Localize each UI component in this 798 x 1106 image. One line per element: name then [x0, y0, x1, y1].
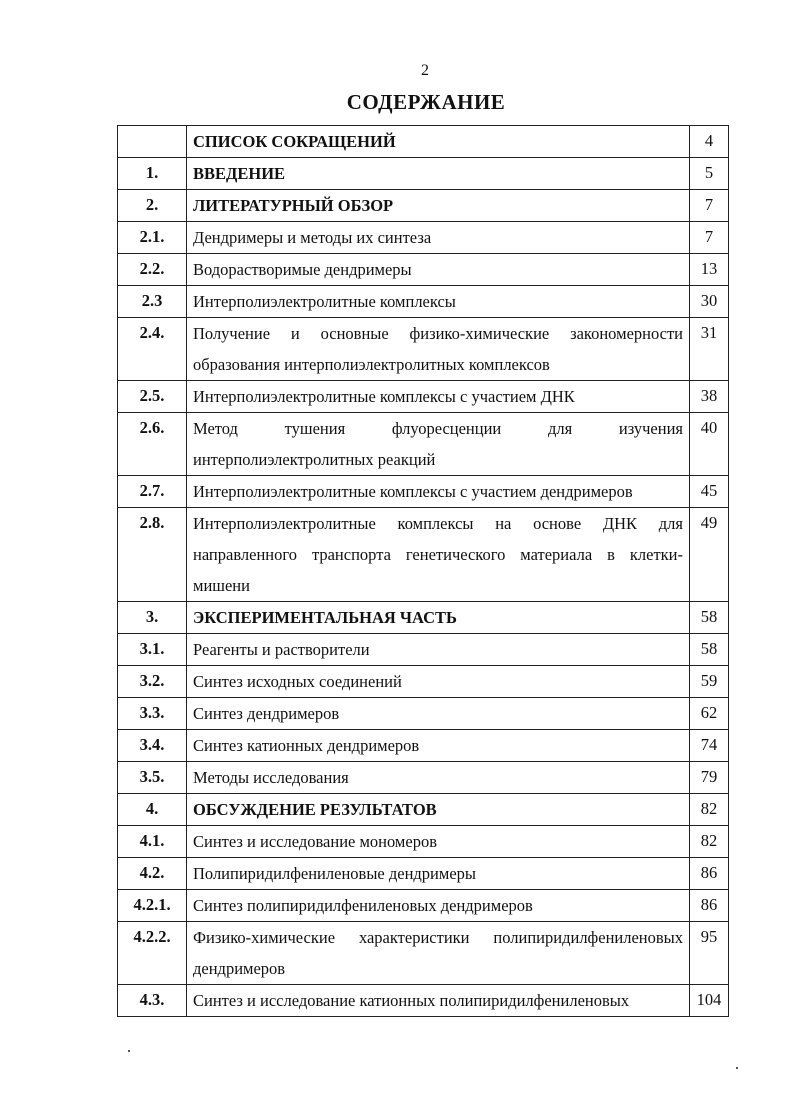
page-title: СОДЕРЖАНИЕ: [346, 90, 506, 114]
toc-row-number: 4.1.: [118, 826, 187, 858]
toc-row-number: 3.1.: [118, 634, 187, 666]
toc-row-page: 30: [690, 286, 729, 318]
toc-row-number: 2.5.: [118, 381, 187, 413]
toc-row-title: Интерполиэлектролитные комплексы: [187, 286, 690, 318]
toc-row-number: 2.7.: [118, 476, 187, 508]
scan-speck: [128, 1050, 130, 1052]
toc-row: [118, 508, 729, 602]
toc-row-title: Полипиридилфениленовые дендримеры: [187, 858, 690, 890]
toc-row-number: 2.2.: [118, 254, 187, 286]
toc-row-number: 2.3: [118, 286, 187, 318]
toc-row: [118, 413, 729, 476]
toc-row-number: 4.2.1.: [118, 890, 187, 922]
toc-row: [118, 922, 729, 985]
table-of-contents: [117, 125, 729, 1017]
toc-row: [118, 826, 729, 858]
toc-row-title: Синтез полипиридилфениленовых дендримеров: [187, 890, 690, 922]
toc-row: [118, 222, 729, 254]
toc-row-number: 3.: [118, 602, 187, 634]
toc-row-number: 3.3.: [118, 698, 187, 730]
toc-row-number: 3.5.: [118, 762, 187, 794]
toc-row-page: 86: [690, 890, 729, 922]
toc-row-page: 82: [690, 794, 729, 826]
toc-row-page: 104: [690, 985, 729, 1017]
toc-row-page: 59: [690, 666, 729, 698]
toc-row: [118, 794, 729, 826]
toc-row-title: Синтез дендримеров: [187, 698, 690, 730]
toc-row: [118, 762, 729, 794]
toc-row-title: Интерполиэлектролитные комплексы с участием дендримеров: [187, 476, 690, 508]
toc-row-title: ОБСУЖДЕНИЕ РЕЗУЛЬТАТОВ: [187, 794, 690, 826]
toc-row: [118, 476, 729, 508]
toc-row-page: 79: [690, 762, 729, 794]
toc-row-title: Интерполиэлектролитные комплексы на основе ДНК для направленного транспорта генетического материала в клетки-мишени: [187, 508, 690, 602]
toc-row-page: 7: [690, 222, 729, 254]
toc-row: [118, 698, 729, 730]
toc-row-page: 31: [690, 318, 729, 381]
toc-row-title: Метод тушения флуоресценции для изучения интерполиэлектролитных реакций: [187, 413, 690, 476]
toc-row-page: 86: [690, 858, 729, 890]
toc-row-page: 74: [690, 730, 729, 762]
toc-row: [118, 381, 729, 413]
toc-row-page: 38: [690, 381, 729, 413]
toc-row-page: 49: [690, 508, 729, 602]
toc-row-page: 45: [690, 476, 729, 508]
toc-row: [118, 890, 729, 922]
toc-row-title: Синтез исходных соединений: [187, 666, 690, 698]
toc-row-title: ЛИТЕРАТУРНЫЙ ОБЗОР: [187, 190, 690, 222]
toc-row-number: 3.2.: [118, 666, 187, 698]
toc-row-page: 7: [690, 190, 729, 222]
toc-row: [118, 254, 729, 286]
toc-row-title: СПИСОК СОКРАЩЕНИЙ: [187, 126, 690, 158]
toc-row: [118, 730, 729, 762]
toc-row: [118, 318, 729, 381]
toc-row-number: 2.1.: [118, 222, 187, 254]
toc-row-page: 58: [690, 602, 729, 634]
toc-row: [118, 858, 729, 890]
page-number: 2: [421, 62, 429, 79]
toc-row: [118, 666, 729, 698]
toc-row-page: 40: [690, 413, 729, 476]
toc-row-number: 1.: [118, 158, 187, 190]
toc-row-number: 2.: [118, 190, 187, 222]
toc-row: [118, 286, 729, 318]
toc-row-number: 4.2.: [118, 858, 187, 890]
toc-row-number: 4.3.: [118, 985, 187, 1017]
toc-row-number: 4.: [118, 794, 187, 826]
toc-row-title: Синтез и исследование мономеров: [187, 826, 690, 858]
toc-row: [118, 158, 729, 190]
toc-row: [118, 190, 729, 222]
toc-row: [118, 126, 729, 158]
toc-row-title: Синтез и исследование катионных полипиридилфениленовых: [187, 985, 690, 1017]
toc-row-number: 2.4.: [118, 318, 187, 381]
toc-row-number: 3.4.: [118, 730, 187, 762]
toc-row-title: Дендримеры и методы их синтеза: [187, 222, 690, 254]
toc-row-title: Физико-химические характеристики полипиридилфениленовых дендримеров: [187, 922, 690, 985]
toc-row-page: 95: [690, 922, 729, 985]
toc-row-page: 4: [690, 126, 729, 158]
toc-row-title: ЭКСПЕРИМЕНТАЛЬНАЯ ЧАСТЬ: [187, 602, 690, 634]
toc-row: [118, 634, 729, 666]
toc-row-page: 62: [690, 698, 729, 730]
toc-row-title: Водорастворимые дендримеры: [187, 254, 690, 286]
scan-speck: [736, 1067, 738, 1069]
toc-row-page: 13: [690, 254, 729, 286]
toc-row-number: 4.2.2.: [118, 922, 187, 985]
toc-row: [118, 602, 729, 634]
toc-row-title: Синтез катионных дендримеров: [187, 730, 690, 762]
toc-row-page: 58: [690, 634, 729, 666]
toc-row-title: ВВЕДЕНИЕ: [187, 158, 690, 190]
toc-row-number: [118, 126, 187, 158]
toc-row: [118, 985, 729, 1017]
toc-row-number: 2.8.: [118, 508, 187, 602]
toc-row-number: 2.6.: [118, 413, 187, 476]
toc-row-page: 5: [690, 158, 729, 190]
toc-row-title: Получение и основные физико-химические закономерности образования интерполиэлектролитных комплексов: [187, 318, 690, 381]
toc-row-title: Интерполиэлектролитные комплексы с участием ДНК: [187, 381, 690, 413]
toc-row-title: Методы исследования: [187, 762, 690, 794]
toc-row-title: Реагенты и растворители: [187, 634, 690, 666]
toc-row-page: 82: [690, 826, 729, 858]
